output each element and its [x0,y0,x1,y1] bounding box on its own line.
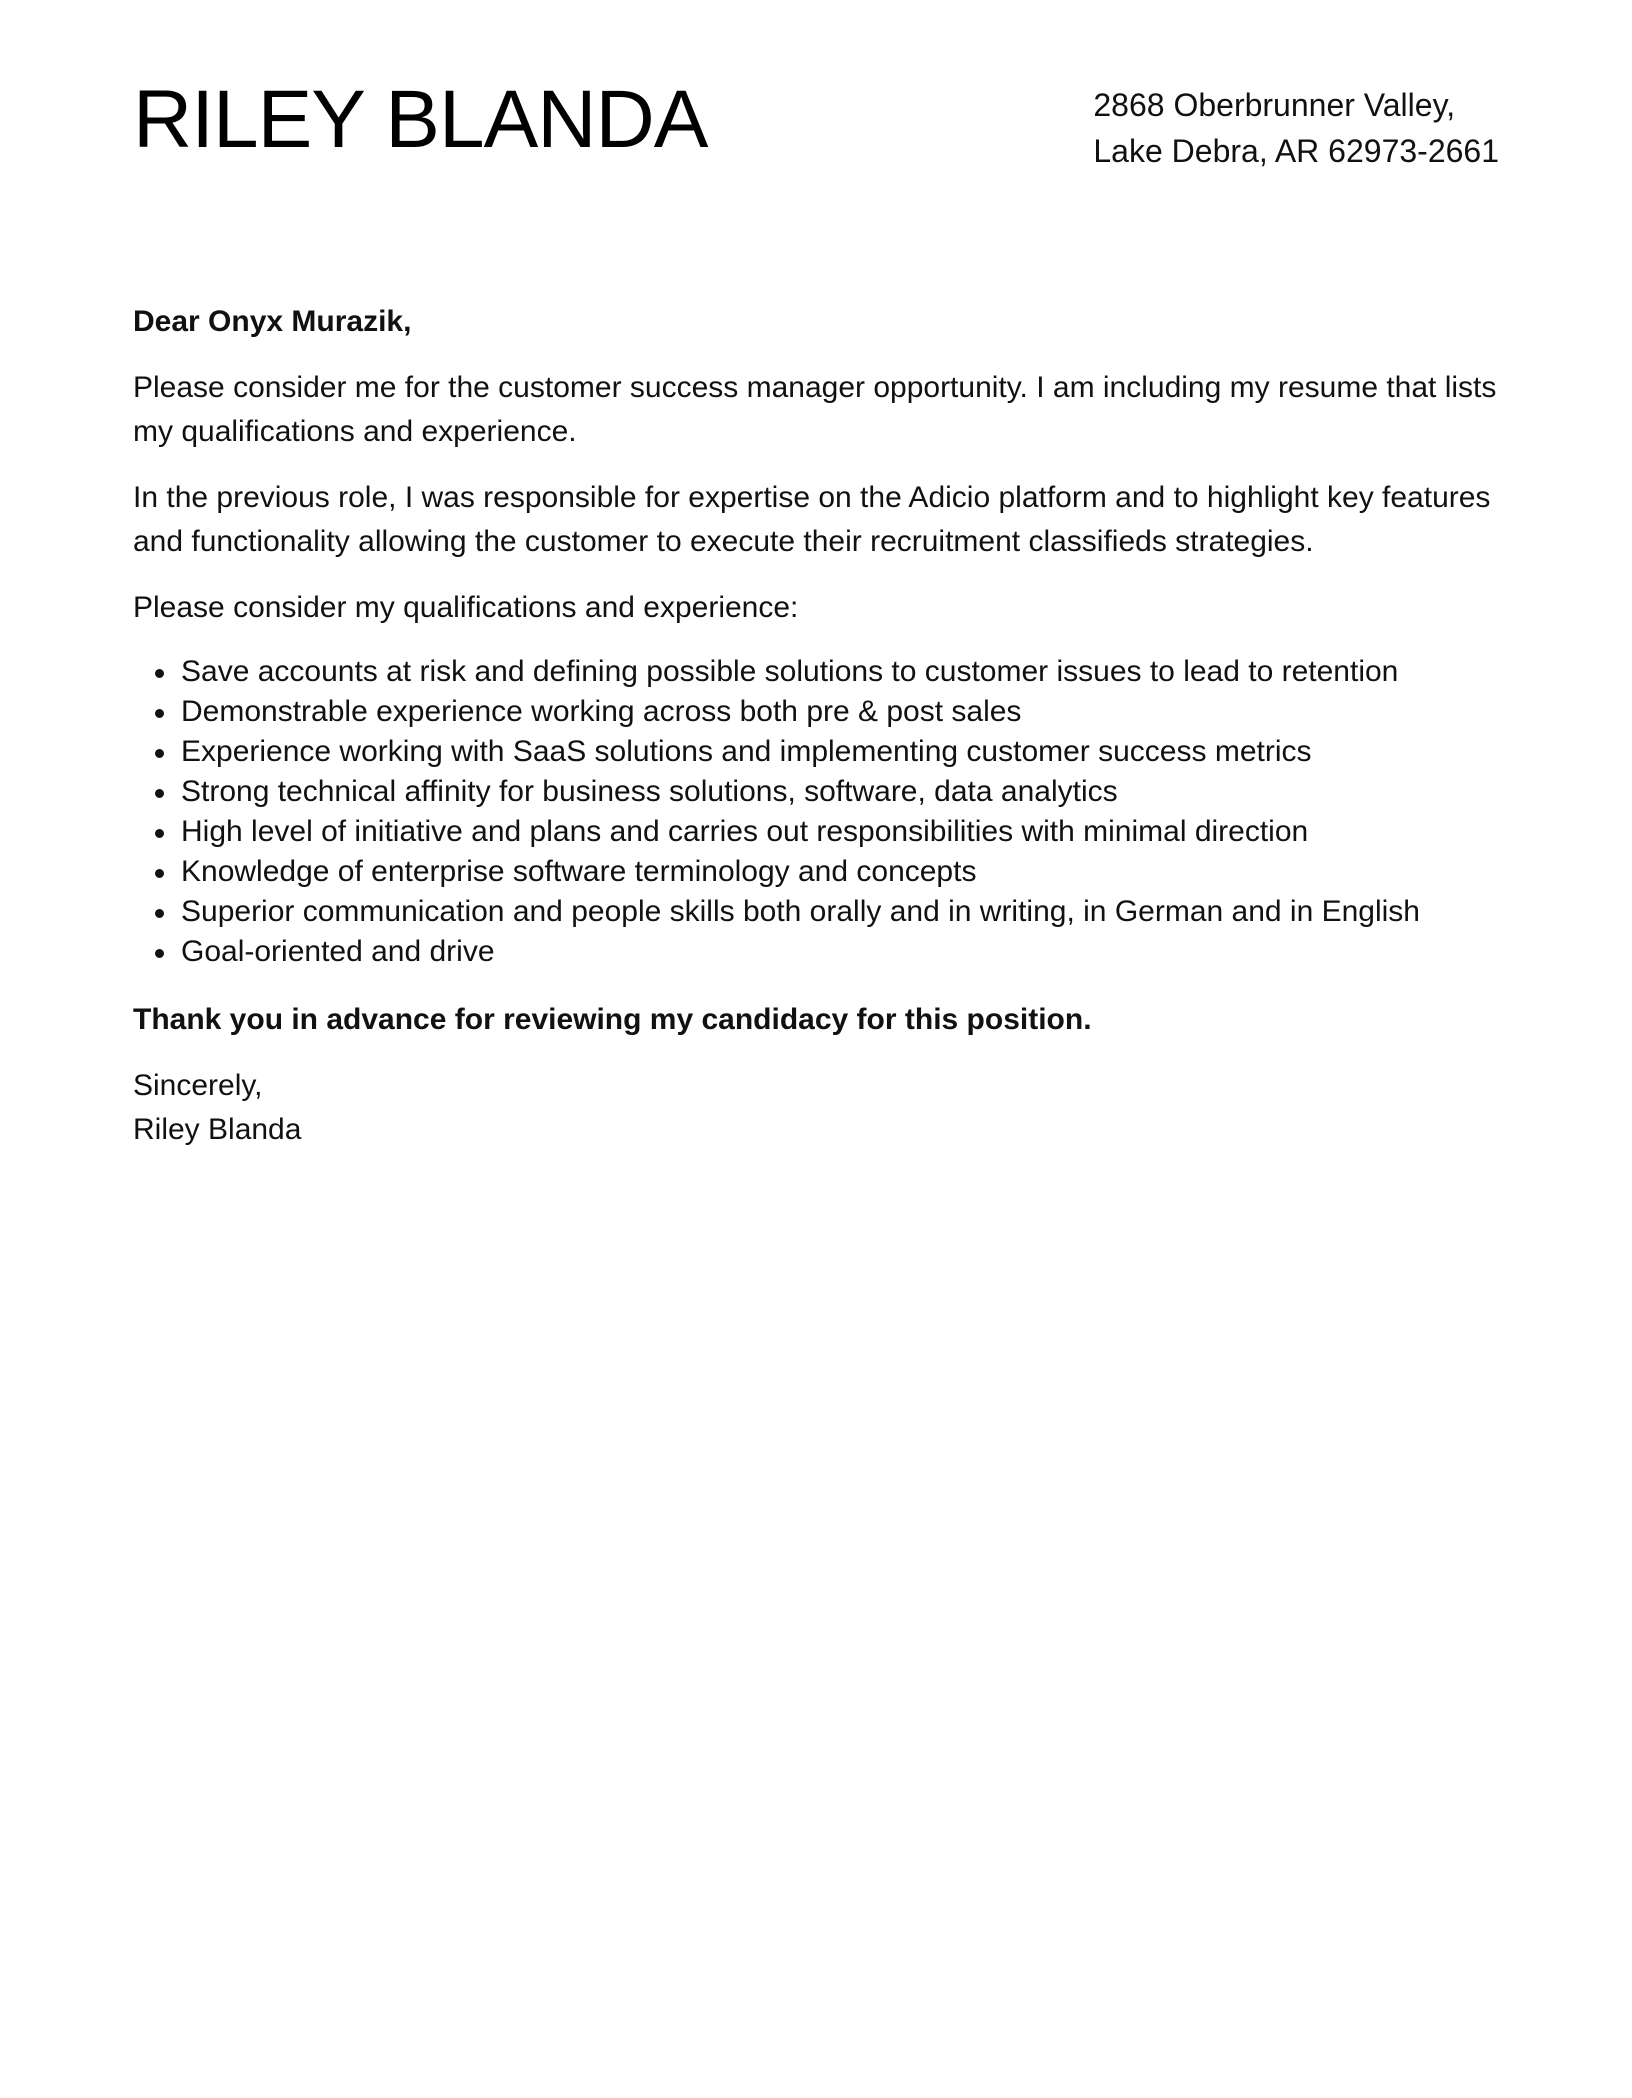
list-item-text: Demonstrable experience working across both pre & post sales [181,695,1022,728]
list-item-text: Superior communication and people skills both orally and in writing, in German and in English [181,895,1420,928]
sender-name: RILEY BLANDA [133,74,708,165]
list-item-text: Experience working with SaaS solutions and implementing customer success metrics [181,735,1312,768]
bullet-icon [155,789,164,798]
list-item [133,932,1503,972]
list-item-text: Strong technical affinity for business solutions, software, data analytics [181,775,1118,808]
list-item [133,892,1503,932]
address-line-2: Lake Debra, AR 62973-2661 [1093,133,1499,169]
bullet-icon [155,669,164,678]
bullet-icon [155,949,164,958]
list-item [133,852,1503,892]
list-item [133,692,1503,732]
letter-body [133,300,1503,1152]
bullet-icon [155,909,164,918]
intro-paragraph: Please consider me for the customer success manager opportunity. I am including my resume that lists my qualifications and experience. [133,371,1497,448]
sender-address [1093,82,1499,174]
list-item [133,732,1503,772]
signature: Riley Blanda [133,1113,302,1146]
thank-you-line: Thank you in advance for reviewing my candidacy for this position. [133,1003,1092,1036]
qualifications-list [133,652,1503,972]
list-item-text: Save accounts at risk and defining possible solutions to customer issues to lead to retention [181,655,1399,688]
bullet-icon [155,709,164,718]
list-item [133,652,1503,692]
address-line-1: 2868 Oberbrunner Valley, [1093,87,1456,123]
qualifications-lead-in: Please consider my qualifications and experience: [133,591,799,624]
list-item [133,772,1503,812]
bullet-icon [155,829,164,838]
salutation: Dear Onyx Murazik, [133,305,412,338]
bullet-icon [155,869,164,878]
list-item-text: High level of initiative and plans and carries out responsibilities with minimal direction [181,815,1309,848]
closing: Sincerely, [133,1069,263,1102]
letter-header [133,74,1499,194]
list-item-text: Knowledge of enterprise software terminology and concepts [181,855,977,888]
experience-paragraph: In the previous role, I was responsible for expertise on the Adicio platform and to highlight key features and functionality allowing the customer to execute their recruitment classifieds strategies. [133,481,1491,558]
list-item-text: Goal-oriented and drive [181,935,495,968]
bullet-icon [155,749,164,758]
list-item [133,812,1503,852]
